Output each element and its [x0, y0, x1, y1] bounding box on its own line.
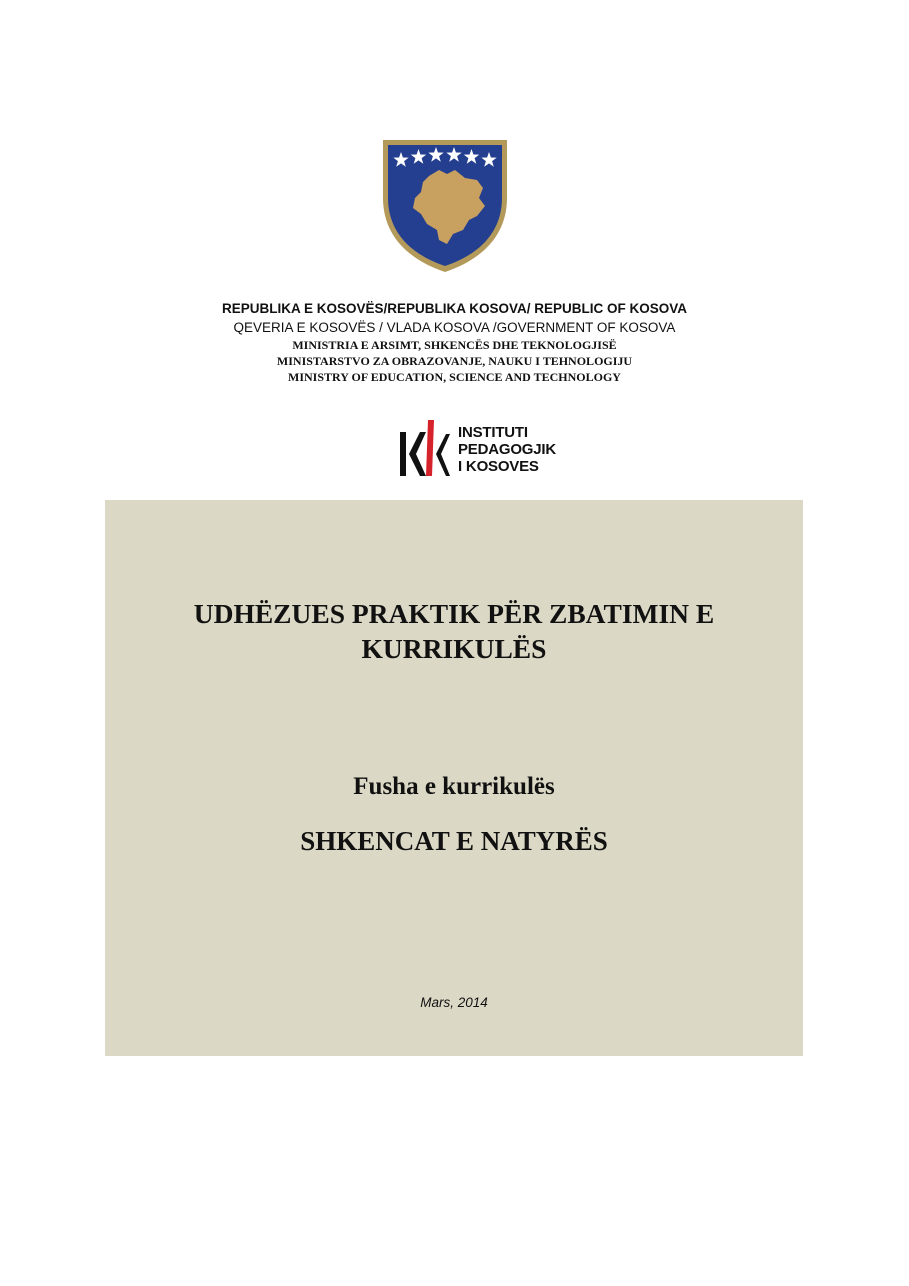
- ipk-logo-icon: [400, 418, 450, 478]
- institute-name-line-2: PEDAGOGJIK: [458, 441, 557, 458]
- curriculum-area-label: Fusha e kurrikulës: [353, 773, 555, 800]
- ministry-name-en: MINISTRY OF EDUCATION, SCIENCE AND TECHNOLOGY: [288, 370, 621, 384]
- subject-title: SHKENCAT E NATYRËS: [300, 826, 608, 856]
- publication-date: Mars, 2014: [420, 995, 488, 1010]
- document-title-line-1: UDHËZUES PRAKTIK PËR ZBATIMIN E: [193, 598, 715, 629]
- cover-panel: [105, 500, 803, 1056]
- government-header: [0, 298, 909, 385]
- institute-name-line-3: I KOSOVES: [458, 458, 539, 475]
- country-name: REPUBLIKA E KOSOVËS/REPUBLIKA KOSOVA/ REPUBLIC OF KOSOVA: [221, 301, 688, 316]
- kosovo-coat-of-arms-icon: [381, 136, 509, 274]
- government-name: QEVERIA E KOSOVËS / VLADA KOSOVA /GOVERNMENT OF KOSOVA: [233, 320, 676, 335]
- ministry-name-sr: MINISTARSTVO ZA OBRAZOVANJE, NAUKU I TEHNOLOGIJU: [276, 354, 633, 368]
- document-title: [105, 596, 803, 666]
- document-title-line-2: KURRIKULËS: [361, 633, 547, 664]
- institute-name: [458, 424, 556, 475]
- ministry-name-sq: MINISTRIA E ARSIMT, SHKENCËS DHE TEKNOLOGJISË: [292, 338, 617, 352]
- institute-name-line-1: INSTITUTI: [458, 424, 528, 441]
